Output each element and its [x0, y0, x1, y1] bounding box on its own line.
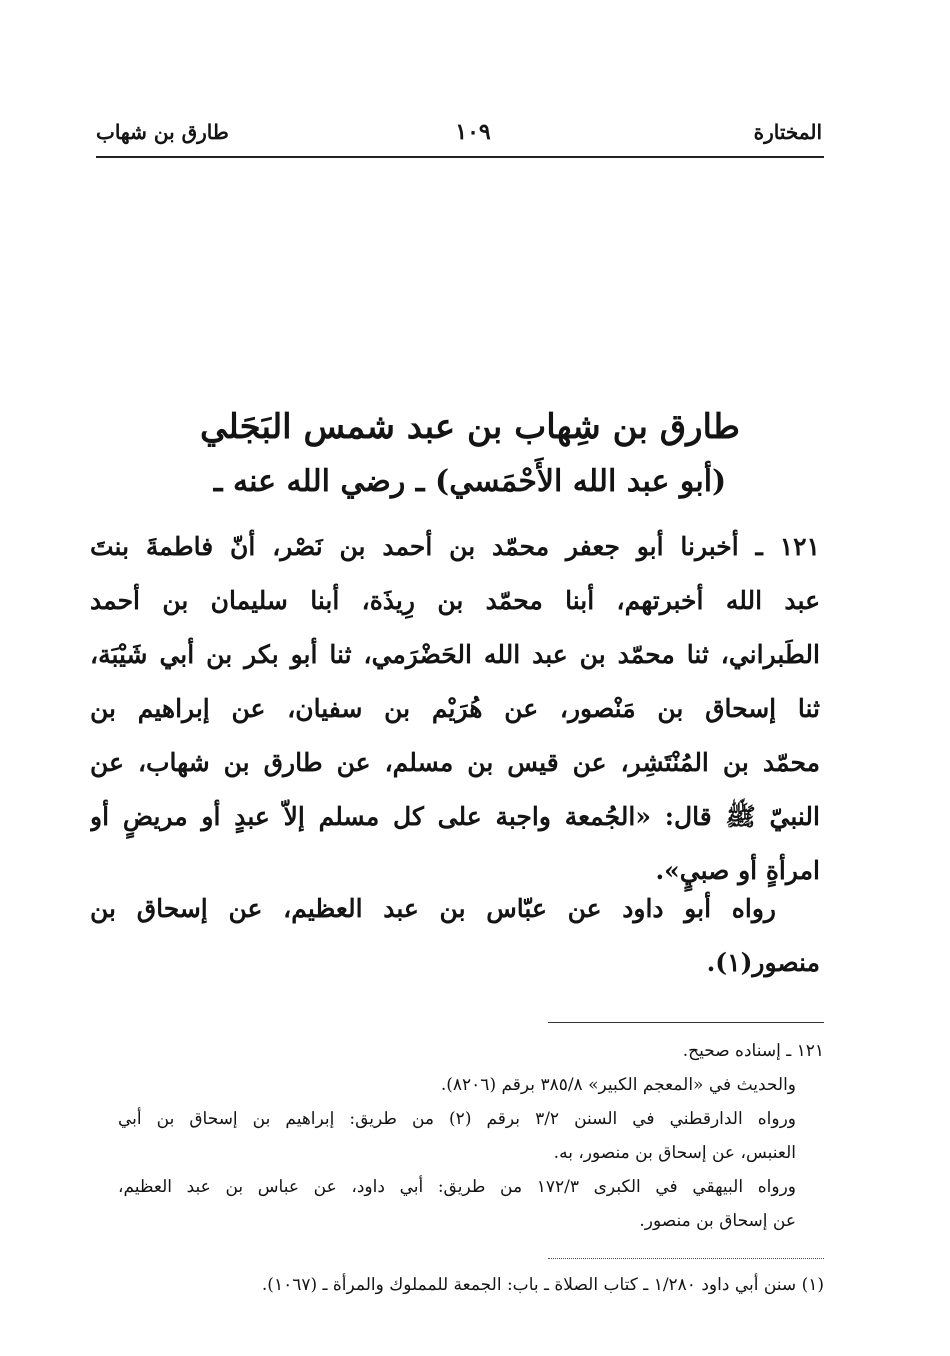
section-subtitle: (أبو عبد الله الأَحْمَسي) ـ رضي الله عنه ـ — [213, 464, 727, 499]
hadith-text — [90, 520, 820, 898]
footnote-line: ورواه الدارقطني في السنن ٣/٢ برقم (٢) من طريق: إبراهيم بن إسحاق بن أبي — [118, 1109, 796, 1129]
hadith-line: امرأةٍ أو صبيٍ». — [655, 856, 820, 885]
hadith-line: محمّد بن المُنْتَشِر، عن قيس بن مسلم، عن طارق بن شهاب، عن — [90, 748, 820, 777]
footnotes — [118, 1034, 824, 1238]
running-header-book-title: المختارة — [753, 120, 822, 144]
narration-note — [90, 882, 820, 990]
footnote-divider — [548, 1022, 824, 1023]
footnote-line: عن إسحاق بن منصور. — [639, 1211, 796, 1231]
page-number: ١٠٩ — [455, 119, 491, 145]
hadith-line: النبيّ ﷺ قال: «الجُمعة واجبة على كل مسلم إلاّ عبدٍ أو مريضٍ أو — [90, 802, 820, 831]
footnote-reference: (١) سنن أبي داود ١/٢٨٠ ـ كتاب الصلاة ـ باب: الجمعة للمملوك والمرأة ـ (١٠٦٧). — [261, 1275, 824, 1295]
hadith-line: ١٢١ ـ أخبرنا أبو جعفر محمّد بن أحمد بن نَصْر، أنّ فاطمةَ بنتَ — [90, 532, 820, 561]
narration-line: رواه أبو داود عن عبّاس بن عبد العظيم، عن إسحاق بن — [90, 894, 776, 923]
reference-divider — [548, 1258, 824, 1259]
footnote-line: ورواه البيهقي في الكبرى ١٧٢/٣ من طريق: أبي داود، عن عباس بن عبد العظيم، — [118, 1177, 796, 1197]
footnote-line: العنبس، عن إسحاق بن منصور، به. — [553, 1143, 796, 1163]
footnote-line: والحديث في «المعجم الكبير» ٣٨٥/٨ برقم (٨٢٠٦). — [440, 1075, 796, 1095]
section-title: طارق بن شِهاب بن عبد شمس البَجَلي — [200, 407, 740, 447]
hadith-line: الطَبراني، ثنا محمّد بن عبد الله الحَضْرَمي، ثنا أبو بكر بن أبي شَيْبَة، — [90, 640, 820, 669]
narration-line: منصور(١). — [706, 948, 820, 977]
header-divider — [96, 156, 824, 158]
running-header-chapter: طارق بن شهاب — [96, 120, 229, 144]
footnote-line: ١٢١ ـ إسناده صحيح. — [682, 1041, 824, 1061]
hadith-line: ثنا إسحاق بن مَنْصور، عن هُرَيْم بن سفيان، عن إبراهيم بن — [90, 694, 820, 723]
hadith-line: عبد الله أخبرتهم، أبنا محمّد بن رِيذَة، أبنا سليمان بن أحمد — [90, 586, 820, 615]
